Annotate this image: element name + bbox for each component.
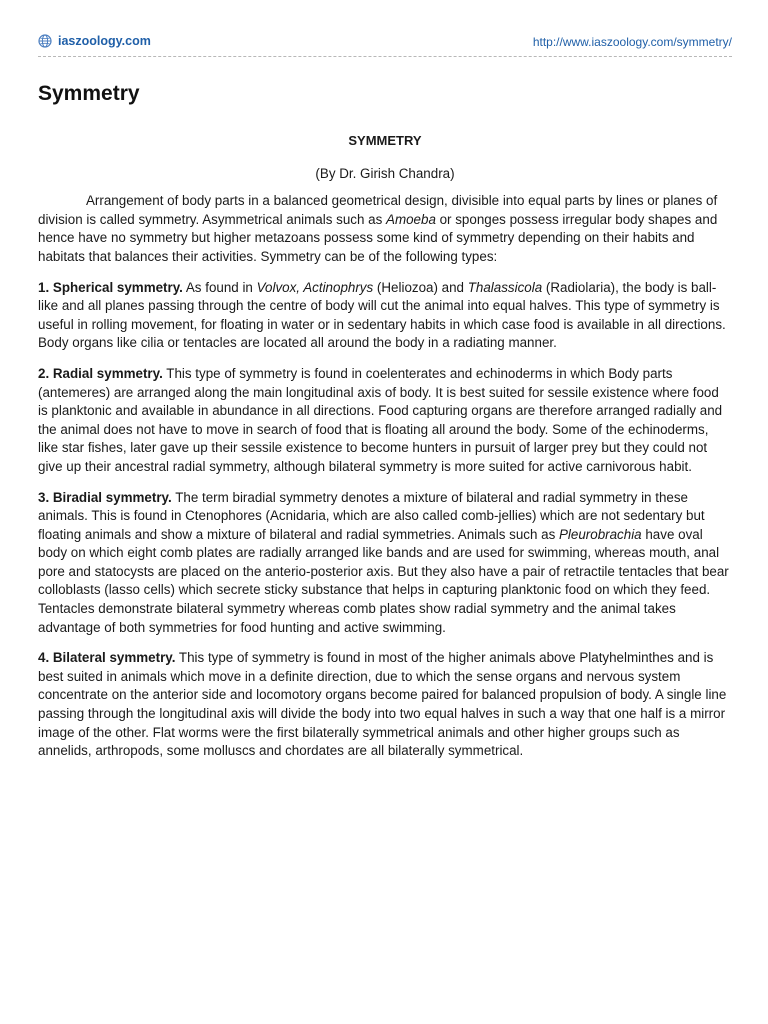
intro-paragraph: [38, 192, 732, 266]
section-text: have oval body on which eight comb plates are radially arranged like bands and are used for swimming, whereas mouth, anal pore and statocysts are placed on the anterio-posterior axis. But they also have a pair of retractile tentacles that bear colloblasts (lasso cells) which secrete sticky substance that helps in capturing planktonic food on which they feed. Tentacles demonstrate bilateral symmetry whereas comb plates show radial symmetry and the animal takes advantage of both symmetries for food hunting and active swimming.: [38, 526, 729, 635]
intro-text-2: or sponges possess irregular body shapes and hence have no symmetry but higher metazoans possess some kind of symmetry depending on their habits and habitats that balances their activities. Symmetry can be of the following types:: [38, 211, 718, 264]
section-term: Thalassicola: [467, 279, 543, 295]
section-term: Pleurobrachia: [559, 526, 642, 542]
intro-text-1: Arrangement of body parts in a balanced geometrical design, divisible into equal parts by lines or planes of division is called symmetry. Asymmetrical animals such as: [38, 193, 718, 227]
section-spherical-symmetry: [38, 279, 732, 353]
document-title: SYMMETRY: [348, 133, 422, 148]
section-text: (Radiolaria), the body is ball-like and all planes passing through the centre of body will cut the animal into equal halves. This type of symmetry is useful in rolling movement, for floating in water or in sedentary habits in which case food is available in all directions. Body organs like cilia or tentacles are located all around the body in a radiating manner.: [38, 279, 726, 351]
section-text: This type of symmetry is found in most of the higher animals above Platyhelminthes and is best suited in animals which move in a definite direction, due to which the sense organs and nervous system concentrate on the anterior side and locomotory organs become paired for balanced propulsion of body. A single line passing through the longitudinal axis will divide the body into two equal halves in such a way that one half is a mirror image of the other. Flat worms were the first bilaterally symmetrical animals and other higher groups such as annelids, arthropods, some molluscs and chordates are all bilaterally symmetrical.: [38, 650, 727, 759]
section-biradial-symmetry: [38, 489, 732, 638]
section-heading: 3. Biradial symmetry.: [38, 489, 172, 505]
section-radial-symmetry: [38, 365, 732, 477]
section-heading: 2. Radial symmetry.: [38, 365, 163, 381]
site-brand[interactable]: [38, 34, 151, 48]
site-name-link[interactable]: iaszoology.com: [58, 34, 151, 48]
page-title: Symmetry: [38, 82, 140, 105]
section-text: The term biradial symmetry denotes a mixture of bilateral and radial symmetry in these animals. This is found in Ctenophores (Acnidaria, which are also called comb-jellies) which are not sedentary but floating animals and show a mixture of bilateral and radial symmetries. Animals such as: [38, 489, 705, 542]
section-text: (Heliozoa) and: [373, 279, 468, 295]
page: [38, 0, 732, 759]
header-divider: [38, 56, 732, 57]
globe-icon: [38, 34, 52, 48]
section-bilateral-symmetry: [38, 649, 732, 761]
site-header: [38, 0, 732, 56]
section-text: This type of symmetry is found in coelenterates and echinoderms in which Body parts (antemeres) are arranged along the main longitudinal axis of body. It is best suited for sessile existence where food is planktonic and available in abundance in all directions. Food capturing organs are therefore arranged radially and the animal does not have to move in search of food that is floating all around the body. Some of the echinoderms, like star fishes, later gave up their sessile existence to become hunters in pursuit of larger prey but they could not give up their ancestral radial symmetry, although bilateral symmetry is more suited for active carnivorous habit.: [38, 365, 723, 474]
section-heading: 4. Bilateral symmetry.: [38, 650, 176, 666]
article-body: [38, 132, 732, 773]
page-url-link[interactable]: http://www.iaszoology.com/symmetry/: [532, 35, 732, 49]
section-heading: 1. Spherical symmetry.: [38, 279, 183, 295]
section-term: Volvox, Actinophrys: [256, 279, 374, 295]
author-byline: (By Dr. Girish Chandra): [315, 165, 455, 181]
section-text: As found in: [182, 279, 257, 295]
intro-term-amoeba: Amoeba: [386, 211, 436, 227]
